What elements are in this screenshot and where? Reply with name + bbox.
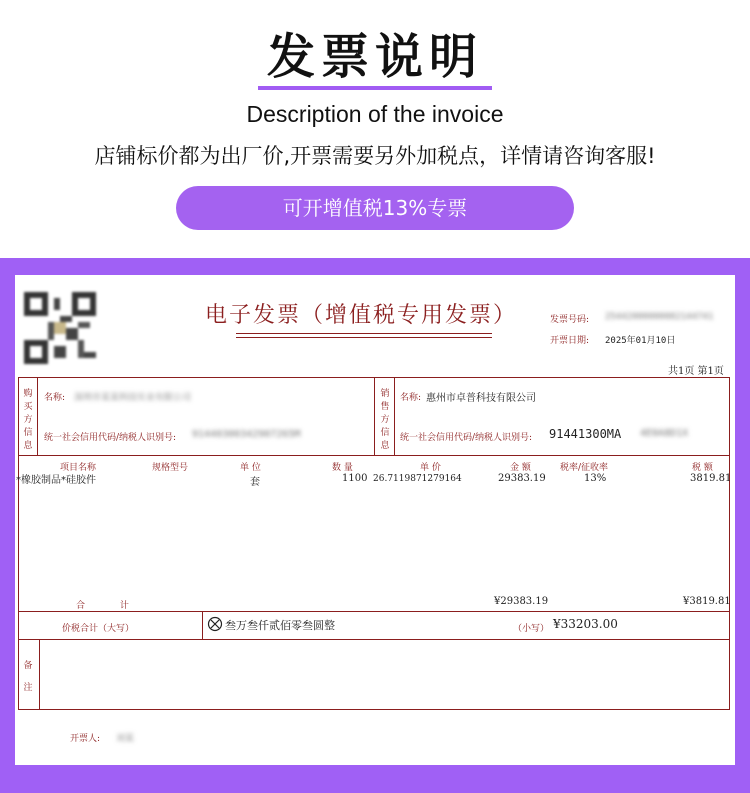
remarks-divider bbox=[39, 639, 40, 710]
grand-total-label: 价税合计（大写） bbox=[62, 624, 135, 634]
pricing-note: 店铺标价都为出厂价,开票需要另外加税点，详情请咨询客服! bbox=[94, 144, 656, 168]
grand-total-small-label: （小写） bbox=[513, 624, 550, 634]
issuer-value: 刘某 bbox=[116, 734, 135, 744]
party-divider bbox=[374, 377, 375, 455]
seller-tax-id-value: 91441300MA bbox=[549, 427, 622, 441]
buyer-side-label: 购买方信息 bbox=[23, 389, 33, 451]
title-underline bbox=[258, 86, 492, 90]
buyer-name-value: 深圳市某某科技实业有限公司 bbox=[74, 393, 192, 403]
qr-code-icon bbox=[24, 292, 96, 364]
buyer-tax-id-label: 统一社会信用代码/纳税人识别号: bbox=[44, 433, 177, 443]
seller-side-label: 销售方信息 bbox=[380, 389, 390, 451]
total-tax: ¥3819.81 bbox=[683, 596, 731, 607]
remarks-label: 备注 bbox=[23, 661, 33, 693]
item-qty: 1100 bbox=[342, 473, 368, 484]
issue-date-label: 开票日期: bbox=[550, 336, 590, 346]
column-header-price: 单 价 bbox=[420, 463, 441, 473]
seller-tax-id-blurred: 4E0A8D1X bbox=[640, 428, 689, 439]
column-header-rate: 税率/征收率 bbox=[560, 463, 609, 473]
seller-name-label: 名称: bbox=[400, 393, 422, 403]
item-rate: 13% bbox=[584, 473, 607, 484]
cross-circle-icon bbox=[207, 616, 223, 632]
column-header-item: 项目名称 bbox=[60, 463, 97, 473]
item-tax: 3819.81 bbox=[690, 473, 732, 484]
english-subtitle: Description of the invoice bbox=[246, 101, 504, 127]
total-amount: ¥29383.19 bbox=[494, 596, 549, 607]
column-header-unit: 单 位 bbox=[240, 463, 261, 473]
table-divider bbox=[18, 611, 730, 612]
buyer-name-label: 名称: bbox=[44, 393, 66, 403]
total-label: 合 计 bbox=[76, 601, 145, 611]
grand-total-words: 叁万叁仟贰佰零叁圆整 bbox=[225, 619, 335, 632]
table-divider bbox=[18, 639, 730, 640]
title-double-line bbox=[236, 333, 492, 334]
invoice-title: 电子发票（增值税专用发票） bbox=[205, 303, 518, 328]
column-header-spec: 规格型号 bbox=[152, 463, 189, 473]
header-section bbox=[0, 0, 750, 258]
title-double-line bbox=[236, 337, 492, 338]
issuer-label: 开票人: bbox=[70, 734, 101, 744]
buyer-side-divider bbox=[37, 377, 38, 455]
item-unit: 套 bbox=[250, 477, 260, 488]
vat-invoice-badge: 可开增值税13%专票 bbox=[176, 186, 574, 230]
seller-tax-id-label: 统一社会信用代码/纳税人识别号: bbox=[400, 433, 533, 443]
column-header-qty: 数 量 bbox=[332, 463, 353, 473]
seller-side-divider bbox=[394, 377, 395, 455]
seller-name-value: 惠州市卓普科技有限公司 bbox=[426, 393, 536, 404]
grand-total-small-value: ¥33203.00 bbox=[553, 617, 618, 631]
invoice-no-label: 发票号码: bbox=[550, 315, 590, 325]
issue-date-value: 2025年01月10日 bbox=[605, 336, 676, 346]
invoice-no-value: 25442000000082144741 bbox=[605, 312, 714, 322]
item-amount: 29383.19 bbox=[498, 473, 546, 484]
column-header-tax: 税 额 bbox=[692, 463, 713, 473]
page-info: 共1页 第1页 bbox=[668, 366, 724, 377]
page-title: 发票说明 bbox=[266, 29, 483, 85]
item-price: 26.7119871279164 bbox=[373, 474, 462, 484]
item-name: *橡胶制品*硅胶件 bbox=[16, 475, 96, 486]
grand-total-divider bbox=[202, 611, 203, 639]
column-header-amount: 金 额 bbox=[510, 463, 531, 473]
buyer-tax-id-value: 91440300342907265M bbox=[192, 429, 301, 440]
table-divider bbox=[18, 455, 730, 456]
